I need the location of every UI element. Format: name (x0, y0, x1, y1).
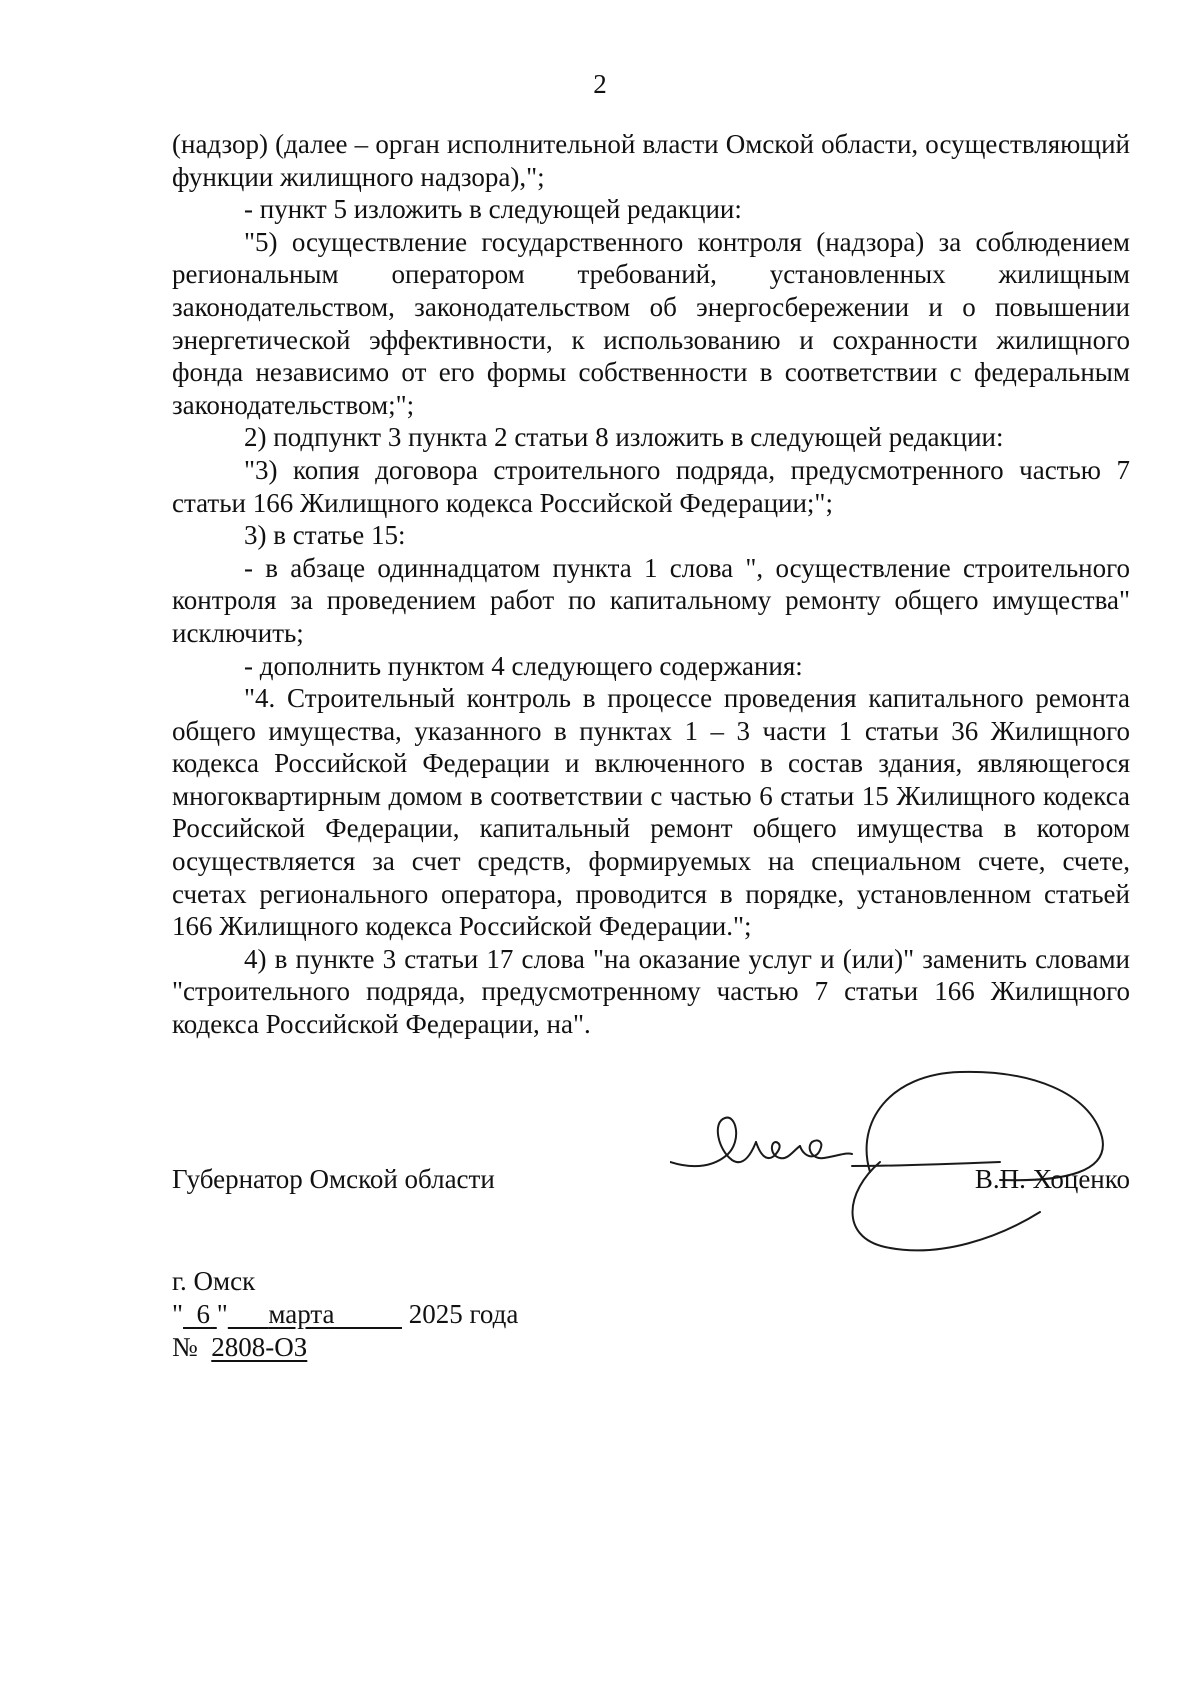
document-body (172, 128, 1130, 1041)
date-quote-open: " (172, 1299, 184, 1329)
paragraph-9: "4. Строительный контроль в процессе проведения капитального ремонта общего имущества, указанного в пунктах 1 – 3 части 1 статьи 36 Жилищного кодекса Российской Федерации и включенного в состав здания, являющегося многоквартирным домом в соответствии с частью 6 статьи 15 Жилищного кодекса Российской Федерации, капитальный ремонт общего имущества в котором осуществляется за счет средств, формируемых на специальном счете, счете, счетах регионального оператора, проводится в порядке, установленном статьей 166 Жилищного кодекса Российской Федерации."; (172, 683, 1130, 942)
handwritten-signature (670, 1062, 1130, 1262)
page-number: 2 (593, 69, 607, 99)
date-month: марта (268, 1299, 335, 1329)
law-number (172, 1331, 672, 1364)
paragraph-2: - пункт 5 изложить в следующей редакции: (244, 194, 742, 225)
law-number-value: 2808-ОЗ (211, 1332, 308, 1362)
number-sign: № (172, 1332, 198, 1362)
paragraph-10: 4) в пункте 3 статьи 17 слова "на оказание услуг и (или)" заменить словами "строительного подряда, предусмотренному частью 7 статьи 166 Жилищного кодекса Российской Федерации, на". (172, 943, 1130, 1040)
signatory-name: В.П. Хоценко (974, 1164, 1130, 1194)
place-and-date-block (172, 1265, 672, 1364)
date-day: 6 (196, 1299, 211, 1329)
paragraph-1: (надзор) (далее – орган исполнительной власти Омской области, осуществляющий функции жилищного надзора),"; (172, 129, 1130, 192)
paragraph-7: - в абзаце одиннадцатом пункта 1 слова ", осуществление строительного контроля за проведением работ по капитальному ремонту общего имущества" исключить; (172, 552, 1130, 648)
paragraph-4: 2) подпункт 3 пункта 2 статьи 8 изложить в следующей редакции: (244, 422, 1004, 453)
date-year: 2025 года (408, 1299, 519, 1329)
signature-block (172, 1163, 1130, 1203)
signatory-title: Губернатор Омской области (172, 1164, 495, 1194)
signing-date (172, 1298, 672, 1331)
date-quote-close: " (216, 1299, 228, 1329)
paragraph-3: "5) осуществление государственного контроля (надзора) за соблюдением региональным оператором требований, установленных жилищным законодательством, законодательством об энергосбережении и о повышении энергетической эффективности, к использованию и сохранности жилищного фонда независимо от его формы собственности в соответствии с федеральным законодательством;"; (172, 226, 1130, 420)
paragraph-6: 3) в статье 15: (244, 520, 406, 551)
city: г. Омск (172, 1266, 256, 1296)
paragraph-5: "3) копия договора строительного подряда, предусмотренного частью 7 статьи 166 Жилищного кодекса Российской Федерации;"; (172, 454, 1130, 518)
paragraph-8: - дополнить пунктом 4 следующего содержания: (244, 650, 803, 681)
